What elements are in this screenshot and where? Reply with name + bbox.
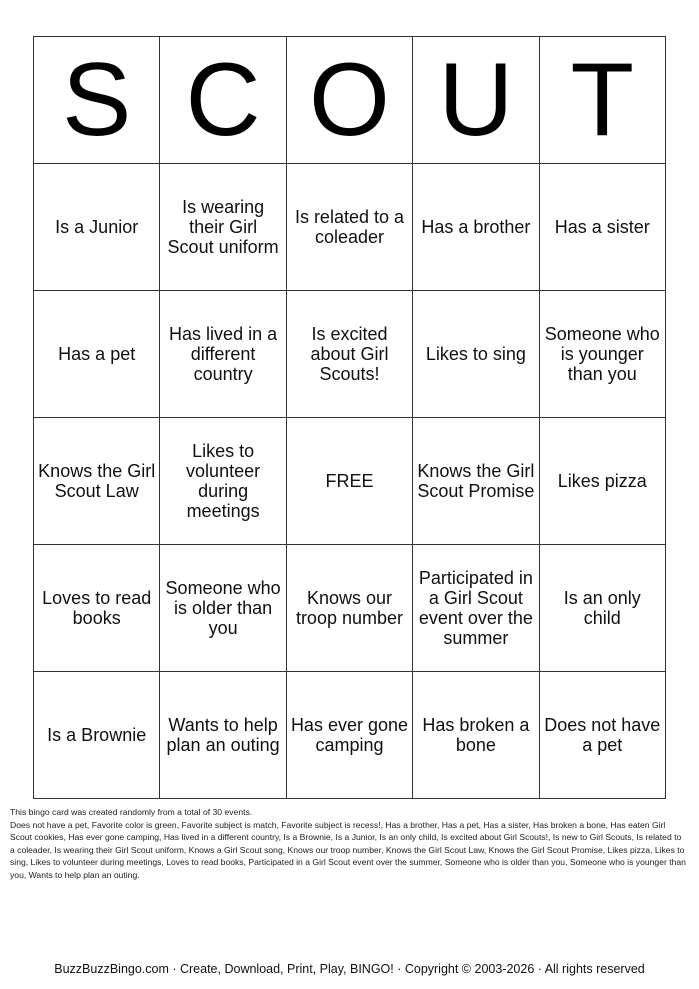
header-letter-c: C bbox=[160, 37, 286, 164]
event-list-text: Does not have a pet, Favorite color is green, Favorite subject is match, Favorite subject is recess!, Has a brother, Has a pet, Has a sister, Has broken a bone, Has eaten Girl Scout cookies, Has ever gone camping, Has lived in a different country, Is a Brownie, Is a Junior, Is an only child, Is excited about Girl Scouts!, Is new to Girl Scouts, Is related to a coleader, Is wearing their Girl Scout uniform, Knows a Girl Scout song, Knows our troop number, Knows the Girl Scout Law, Knows the Girl Scout Promise, Likes pizza, Likes to sing, Likes to volunteer during meetings, Loves to read books, Participated in a Girl Scout event over the summer, Someone who is older than you, Someone who is younger than you, Wants to help plan an outing. bbox=[10, 819, 686, 880]
bingo-row-3 bbox=[34, 418, 666, 545]
bingo-cell: Someone who is older than you bbox=[160, 545, 286, 672]
bingo-cell: Has ever gone camping bbox=[286, 672, 412, 799]
header-letter-o: O bbox=[286, 37, 412, 164]
header-letter-s: S bbox=[34, 37, 160, 164]
bingo-cell: Is a Junior bbox=[34, 164, 160, 291]
card-info-note bbox=[10, 806, 688, 881]
bingo-cell: Knows our troop number bbox=[286, 545, 412, 672]
bingo-cell: Is related to a coleader bbox=[286, 164, 412, 291]
bingo-row-5 bbox=[34, 672, 666, 799]
header-row bbox=[34, 37, 666, 164]
header-letter-t: T bbox=[539, 37, 665, 164]
bingo-cell: Likes to volunteer during meetings bbox=[160, 418, 286, 545]
bingo-cell: Has a sister bbox=[539, 164, 665, 291]
bingo-cell: Is wearing their Girl Scout uniform bbox=[160, 164, 286, 291]
bingo-row-4 bbox=[34, 545, 666, 672]
bingo-cell: Has lived in a different country bbox=[160, 291, 286, 418]
bingo-cell: Has broken a bone bbox=[413, 672, 539, 799]
bingo-card bbox=[33, 36, 666, 799]
free-space-cell: FREE bbox=[286, 418, 412, 545]
bingo-cell: Wants to help plan an outing bbox=[160, 672, 286, 799]
site-footer: BuzzBuzzBingo.com · Create, Download, Print, Play, BINGO! · Copyright © 2003-2026 · All rights reserved bbox=[54, 962, 645, 976]
bingo-cell: Has a pet bbox=[34, 291, 160, 418]
header-letter-u: U bbox=[413, 37, 539, 164]
bingo-cell: Does not have a pet bbox=[539, 672, 665, 799]
bingo-cell: Is an only child bbox=[539, 545, 665, 672]
bingo-row-1 bbox=[34, 164, 666, 291]
event-count-text: This bingo card was created randomly from a total of 30 events. bbox=[10, 807, 253, 817]
bingo-cell: Participated in a Girl Scout event over the summer bbox=[413, 545, 539, 672]
bingo-cell: Likes pizza bbox=[539, 418, 665, 545]
bingo-cell: Is excited about Girl Scouts! bbox=[286, 291, 412, 418]
bingo-cell: Loves to read books bbox=[34, 545, 160, 672]
bingo-row-2 bbox=[34, 291, 666, 418]
bingo-cell: Knows the Girl Scout Promise bbox=[413, 418, 539, 545]
bingo-cell: Has a brother bbox=[413, 164, 539, 291]
bingo-cell: Knows the Girl Scout Law bbox=[34, 418, 160, 545]
bingo-cell: Is a Brownie bbox=[34, 672, 160, 799]
bingo-cell: Likes to sing bbox=[413, 291, 539, 418]
bingo-cell: Someone who is younger than you bbox=[539, 291, 665, 418]
